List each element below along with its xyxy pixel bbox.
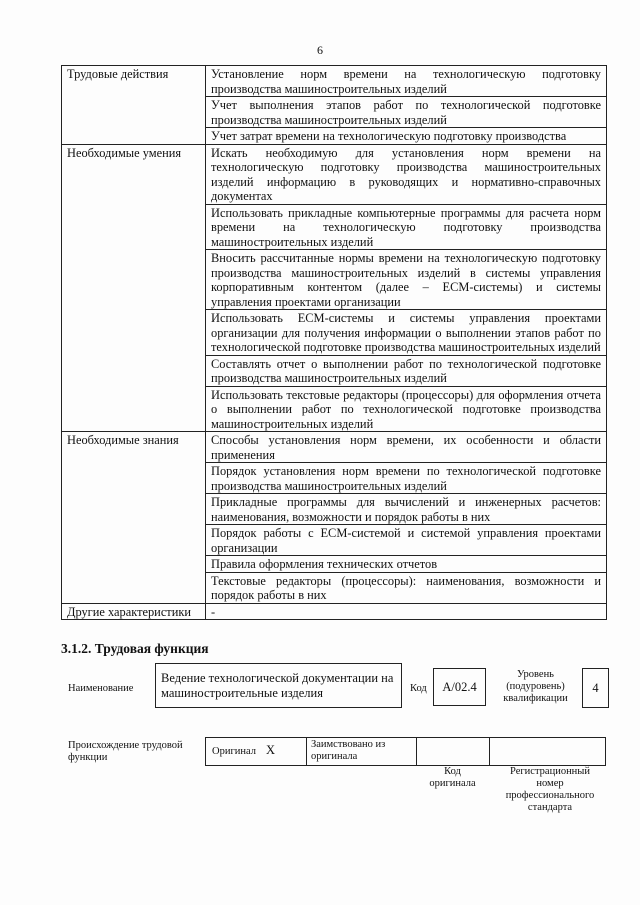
row-item: Правила оформления технических отчетов (206, 556, 607, 573)
row-item: Искать необходимую для установления норм времени на технологическую подготовку производства машиностроительных изделий информацию в руководящих и нормативно-справочных документах (206, 144, 607, 204)
divider (489, 738, 490, 765)
level-box (582, 668, 609, 708)
row-item: Порядок работы с ECM-системой и системой управления проектами организации (206, 525, 607, 556)
code-label: Код (410, 683, 427, 694)
row-item: Установление норм времени на технологическую подготовку производства машиностроительных изделий (206, 66, 607, 97)
name-label: Наименование (68, 683, 134, 694)
row-item: Прикладные программы для вычислений и инженерных расчетов: наименования, возможности и порядок работы в них (206, 494, 607, 525)
row-label: Необходимые умения (62, 144, 206, 432)
table-row (62, 432, 607, 463)
row-item: Порядок установления норм времени по технологической подготовке производства машиностроительных изделий (206, 463, 607, 494)
row-item: Вносить рассчитанные нормы времени на технологическую подготовку производства машиностроительных изделий в системы управления корпоративным контентом (далее – ECM-системы) и системы управления проектами организации (206, 250, 607, 310)
section-title: 3.1.2. Трудовая функция (61, 641, 209, 656)
row-item: Способы установления норм времени, их особенности и области применения (206, 432, 607, 463)
row-item: Учет выполнения этапов работ по технологической подготовке производства машиностроительных изделий (206, 97, 607, 128)
row-item: Текстовые редакторы (процессоры): наименования, возможности и порядок работы в них (206, 572, 607, 603)
row-item: Использовать ECM-системы и системы управления проектами организации для получения информации о выполнении этапов работ по технологической подготовке производства машиностроительных изделий (206, 310, 607, 356)
name-box (155, 663, 402, 708)
competency-table (61, 65, 607, 620)
row-label: Другие характеристики (62, 603, 206, 620)
row-item: Составлять отчет о выполнении работ по технологической подготовке производства машиностроительных изделий (206, 355, 607, 386)
row-label: Трудовые действия (62, 66, 206, 145)
table-row (62, 603, 607, 620)
divider (416, 738, 417, 765)
row-item: Учет затрат времени на технологическую подготовку производства (206, 128, 607, 145)
table-row (62, 66, 607, 97)
name-value: Ведение технологической документации на машиностроительные изделия (161, 671, 394, 700)
code-value: А/02.4 (442, 680, 477, 694)
level-label: Уровень (подуровень) квалификации (503, 669, 568, 704)
row-item: Использовать текстовые редакторы (процессоры) для оформления отчета о выполнении работ по технологической подготовке производства машиностроительных изделий (206, 386, 607, 432)
reg-number-caption: Регистрационный номер профессионального стандарта (505, 766, 595, 813)
level-value: 4 (592, 681, 599, 695)
origin-box (205, 737, 606, 766)
original-mark: Х (266, 743, 276, 757)
table-row (62, 144, 607, 204)
row-item: - (206, 603, 607, 620)
original-label: Оригинал (212, 746, 256, 757)
row-label: Необходимые знания (62, 432, 206, 604)
divider (306, 738, 307, 765)
code-original-caption: Код оригинала (429, 766, 476, 789)
origin-label: Происхождение трудовой функции (68, 740, 183, 763)
page-number: 6 (317, 43, 323, 57)
row-item: Использовать прикладные компьютерные программы для расчета норм времени на технологическую подготовку производства машиностроительных изделий (206, 204, 607, 250)
borrowed-label: Заимствовано из оригинала (311, 739, 386, 762)
code-box (433, 668, 486, 706)
